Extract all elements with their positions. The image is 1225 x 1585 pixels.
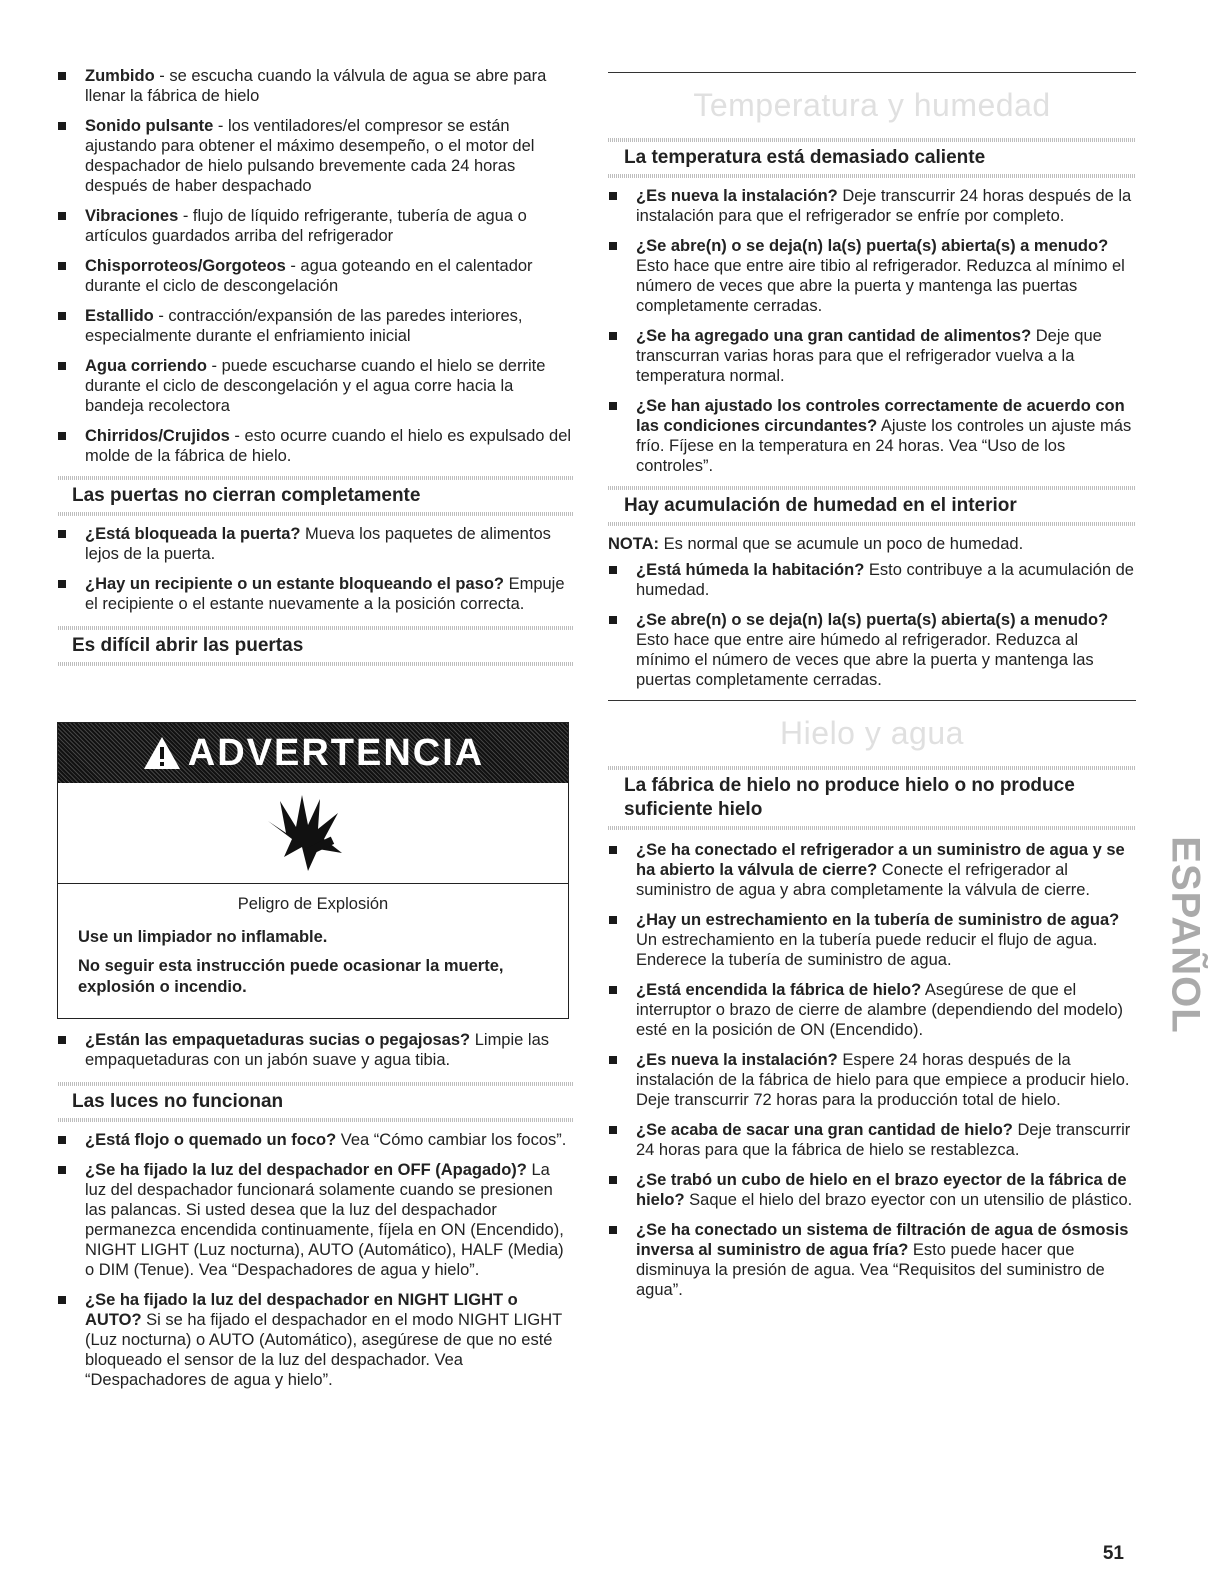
list-item: ¿Está bloqueada la puerta? Mueva los paquetes de alimentos lejos de la puerta. <box>58 524 573 564</box>
warning-triangle-icon <box>142 735 182 771</box>
list-item: ¿Se ha conectado un sistema de filtración de agua de ósmosis inversa al suministro de agua fría? Esto puede hacer que disminuya la presión de agua. Vea “Requisitos del suministro de agua”. <box>628 1220 1136 1300</box>
page-number: 51 <box>1102 1543 1124 1564</box>
divider <box>58 662 573 666</box>
ice-maker-list <box>608 840 1136 1300</box>
side-tab-label: ESPAÑOL <box>1163 836 1208 1034</box>
warning-body <box>58 884 568 998</box>
list-item: Sonido pulsante - los ventiladores/el compresor se están ajustando para obtener el máximo desempeño, o el motor del despachador de hielo pulsando brevemente cada 24 horas después de haber despachado <box>58 116 573 196</box>
list-item: Agua corriendo - puede escucharse cuando el hielo se derrite durante el ciclo de descongelación y el agua corre hacia la bandeja recolectora <box>58 356 573 416</box>
divider <box>608 174 1136 178</box>
left-column <box>58 0 573 666</box>
note: NOTA: Es normal que se acumule un poco de humedad. <box>608 535 1024 553</box>
list-item: ¿Se trabó un cubo de hielo en el brazo eyector de la fábrica de hielo? Saque el hielo del brazo eyector con un utensilio de plástico. <box>628 1170 1136 1210</box>
warning-line-2: No seguir esta instrucción puede ocasionar la muerte, explosión o incendio. <box>78 957 504 996</box>
hazard-label: Peligro de Explosión <box>237 895 389 913</box>
gaskets-list <box>58 1030 573 1070</box>
left-column-lower <box>58 1030 573 1400</box>
doors-list <box>58 524 573 614</box>
warning-box <box>57 722 569 1019</box>
list-item: ¿Es nueva la instalación? Espere 24 horas después de la instalación de la fábrica de hielo para que empiece a producir hielo. Deje transcurrir 72 horas para la producción total de hielo. <box>628 1050 1136 1110</box>
list-item: ¿Se han ajustado los controles correctamente de acuerdo con las condiciones circundantes? Ajuste los controles un ajuste más frío. Fíjese en la temperatura en 24 horas. Vea “Uso de los controles”. <box>628 396 1136 476</box>
divider <box>58 512 573 516</box>
explosion-icon <box>258 791 348 871</box>
warning-title-bar <box>58 723 568 783</box>
moisture-list <box>608 560 1136 690</box>
divider <box>608 72 1136 73</box>
section-heading-moisture: Hay acumulación de humedad en el interior <box>624 495 1017 516</box>
list-item: ¿Se ha fijado la luz del despachador en OFF (Apagado)? La luz del despachador funcionará solamente cuando se presionen las palancas. Si usted desea que la luz del despachador permanezca encendida continuamente, fíjela en ON (Encendido), NIGHT LIGHT (Luz nocturna), AUTO (Automático), HALF (Media) o DIM (Tenue). Vea “Despachadores de agua y hielo”. <box>58 1160 573 1280</box>
list-item: ¿Está encendida la fábrica de hielo? Asegúrese de que el interruptor o brazo de cierre de alambre (dependiendo del modelo) esté en la posición de ON (Encendido). <box>628 980 1136 1040</box>
list-item: Zumbido - se escucha cuando la válvula de agua se abre para llenar la fábrica de hielo <box>58 66 573 106</box>
list-item: ¿Se abre(n) o se deja(n) la(s) puerta(s) abierta(s) a menudo? Esto hace que entre aire húmedo al refrigerador. Reduzca al mínimo el número de veces que abre la puerta y mantenga las puertas completamente cerradas. <box>628 610 1136 690</box>
list-item: ¿Se abre(n) o se deja(n) la(s) puerta(s) abierta(s) a menudo? Esto hace que entre aire tibio al refrigerador. Reduzca al mínimo el número de veces que abre la puerta y mantenga las puertas completamente cerradas. <box>628 236 1136 316</box>
list-item: Estallido - contracción/expansión de las paredes interiores, especialmente durante el enfriamiento inicial <box>58 306 573 346</box>
list-item: ¿Hay un recipiente o un estante bloqueando el paso? Empuje el recipiente o el estante nuevamente a la posición correcta. <box>58 574 573 614</box>
noise-list <box>58 66 573 466</box>
list-item: ¿Se ha fijado la luz del despachador en NIGHT LIGHT o AUTO? Si se ha fijado el despachador en el modo NIGHT LIGHT (Luz nocturna) o AUTO (Automático), asegúrese de que no esté bloqueado el sensor de la luz del despachador. Vea “Despachadores de agua y hielo”. <box>58 1290 573 1390</box>
ice-section-title: Hielo y agua <box>780 715 964 751</box>
section-heading-doors-hard: Es difícil abrir las puertas <box>72 635 304 656</box>
explosion-icon-area <box>58 783 568 884</box>
list-item: ¿Hay un estrechamiento en la tubería de suministro de agua? Un estrechamiento en la tubería puede reducir el flujo de agua. Enderece la tubería de suministro de agua. <box>628 910 1136 970</box>
divider <box>608 522 1136 526</box>
section-heading-too-warm: La temperatura está demasiado caliente <box>624 147 986 168</box>
list-item: Chisporroteos/Gorgoteos - agua goteando en el calentador durante el ciclo de descongelación <box>58 256 573 296</box>
list-item: ¿Está húmeda la habitación? Esto contribuye a la acumulación de humedad. <box>628 560 1136 600</box>
lights-list <box>58 1130 573 1390</box>
list-item: ¿Están las empaquetaduras sucias o pegajosas? Limpie las empaquetaduras con un jabón suave y agua tibia. <box>58 1030 573 1070</box>
section-heading-ice-maker: La fábrica de hielo no produce hielo o no produce suficiente hielo <box>624 775 1075 820</box>
list-item: ¿Se ha agregado una gran cantidad de alimentos? Deje que transcurran varias horas para que el refrigerador vuelva a la temperatura normal. <box>628 326 1136 386</box>
warning-title: ADVERTENCIA <box>187 731 485 774</box>
section-heading-doors-not-close: Las puertas no cierran completamente <box>72 485 421 506</box>
temp-section-title: Temperatura y humedad <box>693 87 1051 123</box>
list-item: Chirridos/Crujidos - esto ocurre cuando el hielo es expulsado del molde de la fábrica de hielo. <box>58 426 573 466</box>
divider <box>58 1118 573 1122</box>
list-item: ¿Se acaba de sacar una gran cantidad de hielo? Deje transcurrir 24 horas para que la fábrica de hielo se restablezca. <box>628 1120 1136 1160</box>
language-side-tab <box>1163 815 1208 1055</box>
too-warm-list <box>608 186 1136 476</box>
divider <box>608 700 1136 701</box>
divider <box>608 826 1136 830</box>
warning-line-1: Use un limpiador no inflamable. <box>78 928 328 946</box>
list-item: ¿Es nueva la instalación? Deje transcurrir 24 horas después de la instalación para que el refrigerador se enfríe por completo. <box>628 186 1136 226</box>
list-item: Vibraciones - flujo de líquido refrigerante, tubería de agua o artículos guardados arriba del refrigerador <box>58 206 573 246</box>
list-item: ¿Está flojo o quemado un foco? Vea “Cómo cambiar los focos”. <box>58 1130 573 1150</box>
right-column <box>608 0 1136 1310</box>
list-item: ¿Se ha conectado el refrigerador a un suministro de agua y se ha abierto la válvula de cierre? Conecte el refrigerador al suministro de agua y abra completamente la válvula de cierre. <box>628 840 1136 900</box>
section-heading-lights: Las luces no funcionan <box>72 1091 284 1112</box>
